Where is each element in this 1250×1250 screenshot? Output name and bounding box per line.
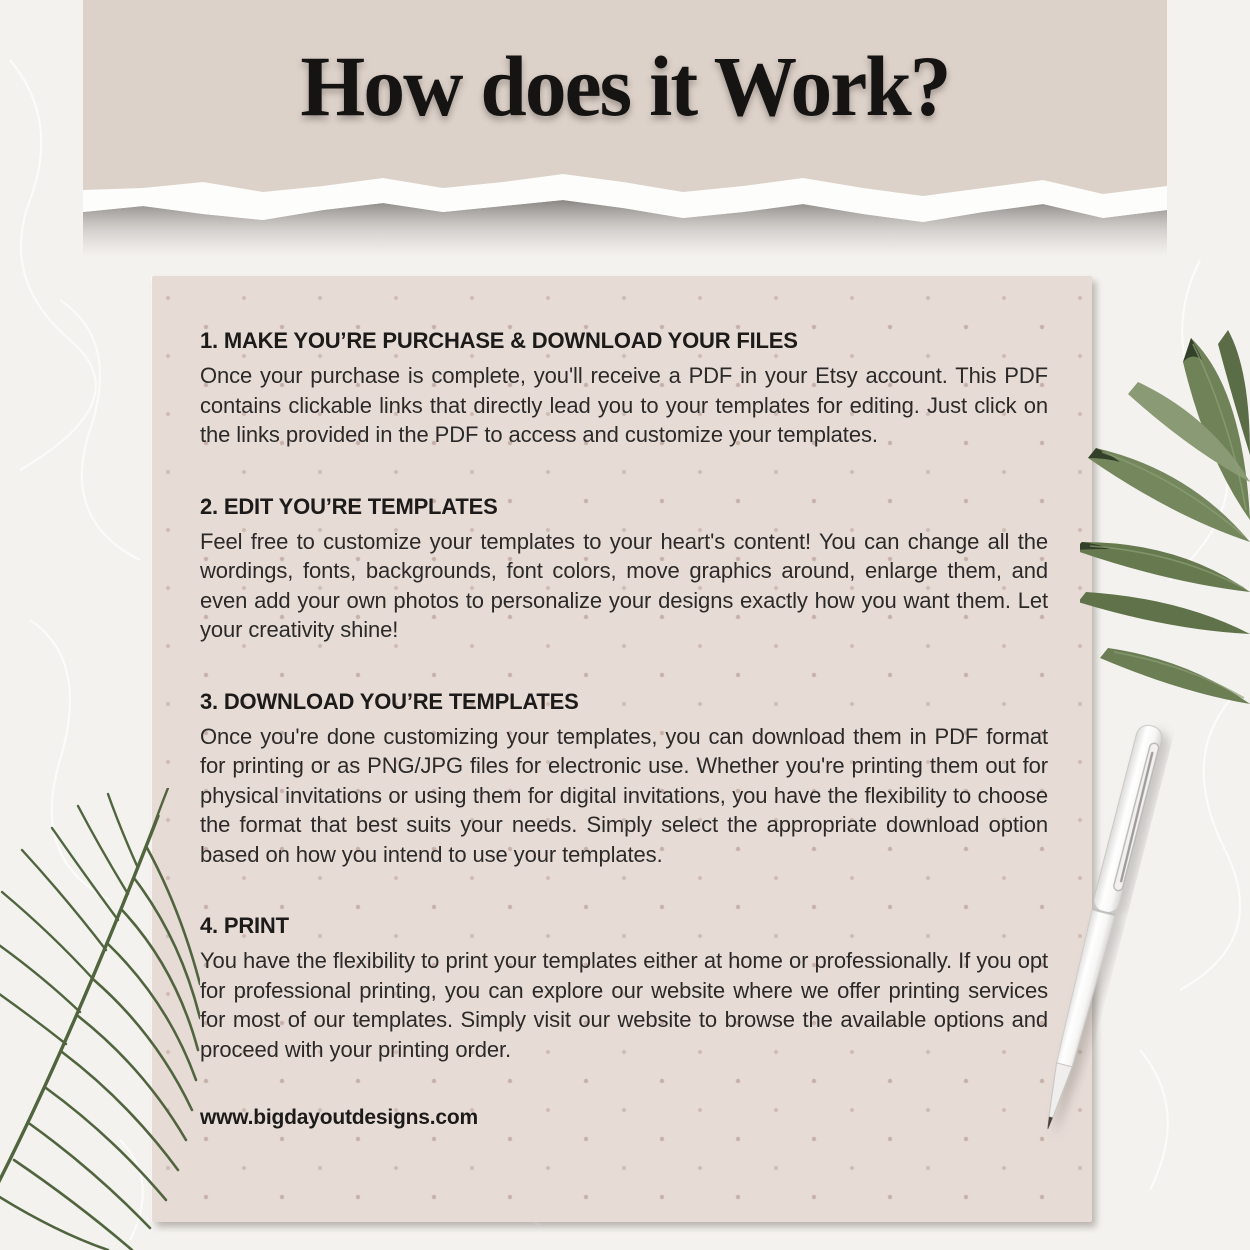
section-print xyxy=(200,911,1048,1064)
white-pen-decoration xyxy=(1000,688,1250,1168)
section-edit xyxy=(200,492,1048,645)
page-title: How does it Work? xyxy=(300,38,950,134)
section-print-heading: 4. PRINT xyxy=(200,913,289,938)
palm-frond-decoration xyxy=(0,788,200,1250)
instruction-text xyxy=(200,326,1048,1130)
website-url: www.bigdayoutdesigns.com xyxy=(200,1106,478,1129)
section-download-heading: 3. DOWNLOAD YOU’RE TEMPLATES xyxy=(200,688,579,714)
instruction-card xyxy=(152,276,1092,1222)
section-print-body: You have the flexibility to print your templates either at home or professionally. If you opt for professional printing, you can explore our website where we offer printing services for most of our templates. Simply visit our website to browse the available options and proceed with your printing order. xyxy=(200,948,1048,1062)
section-purchase xyxy=(200,326,1048,450)
section-edit-body: Feel free to customize your templates to your heart's content! You can change all the wordings, fonts, backgrounds, font colors, move graphics around, enlarge them, and even add your own photos to personalize your designs exactly how you want them. Let your creativity shine! xyxy=(200,528,1048,642)
section-purchase-body: Once your purchase is complete, you'll receive a PDF in your Etsy account. This PDF contains clickable links that directly lead you to your templates for editing. Just click on the links provided in the PDF to access and customize your templates. xyxy=(200,363,1048,447)
section-download-body: Once you're done customizing your templates, you can download them in PDF format for printing or as PNG/JPG files for electronic use. Whether you're printing them out for physical invitations or using them for digital invitations, you have the flexibility to choose the format that best suits your needs. Simply select the appropriate download option based on how you intend to use your templates. xyxy=(200,723,1048,867)
section-download xyxy=(200,687,1048,870)
torn-paper-edge xyxy=(83,148,1167,263)
header-banner xyxy=(83,0,1167,148)
section-edit-heading: 2. EDIT YOU’RE TEMPLATES xyxy=(200,493,498,519)
green-leaves-decoration xyxy=(1080,330,1250,710)
section-purchase-heading: 1. MAKE YOU’RE PURCHASE & DOWNLOAD YOUR FILES xyxy=(200,328,798,353)
